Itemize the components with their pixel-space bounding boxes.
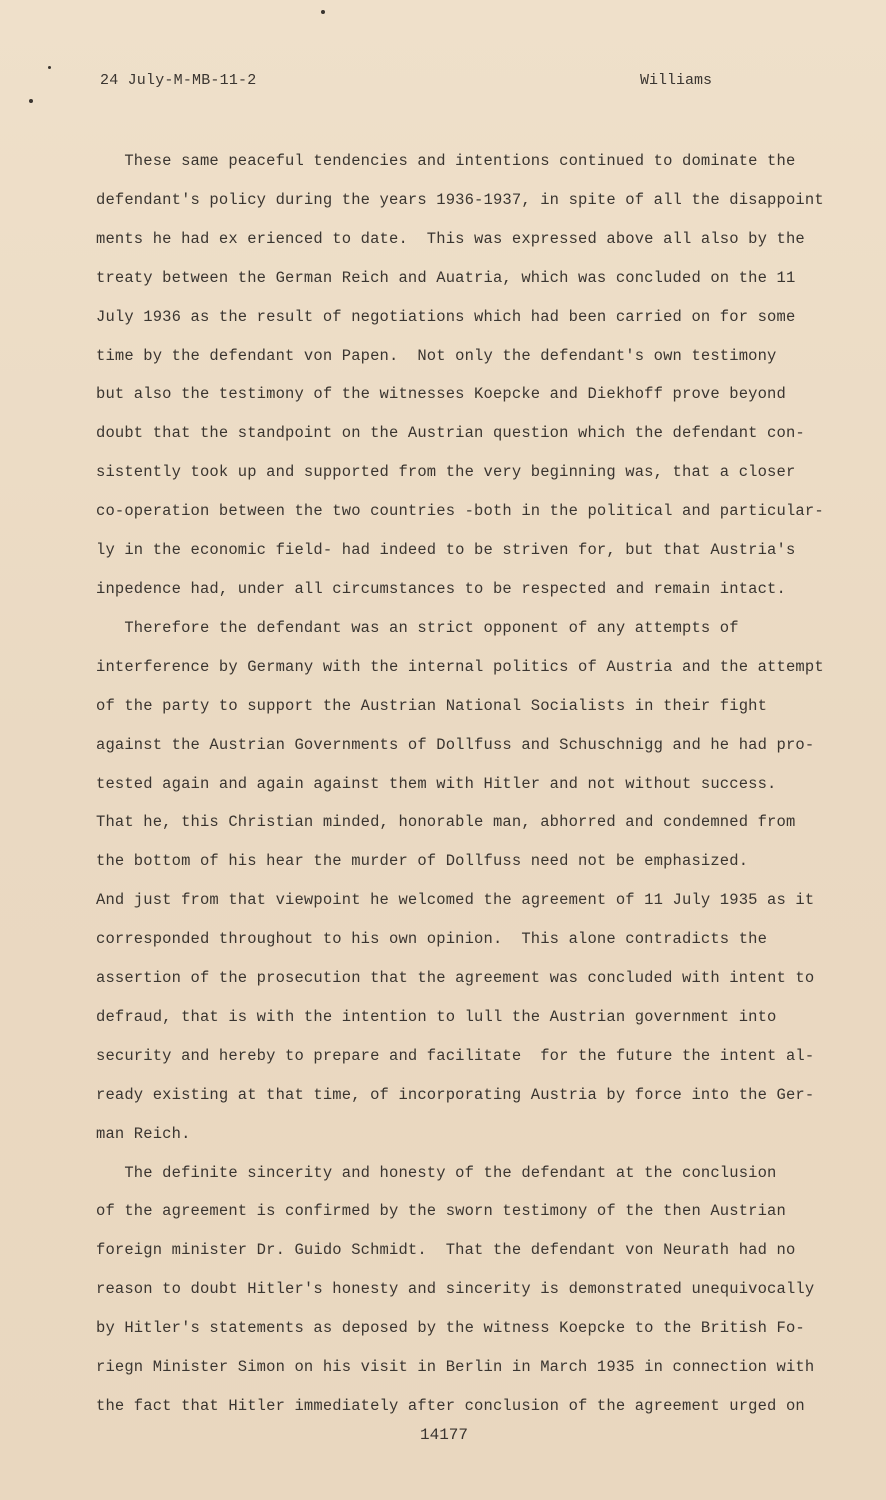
text-line: That he, this Christian minded, honorable man, abhorred and condemned from xyxy=(96,813,796,832)
punch-mark xyxy=(48,66,51,69)
text-line: co-operation between the two countries -both in the political and particular- xyxy=(96,502,824,521)
page-number: 14177 xyxy=(420,1426,469,1444)
text-line: inpedence had, under all circumstances to be respected and remain intact. xyxy=(96,579,786,598)
text-line: tested again and again against them with Hitler and not without success. xyxy=(96,774,777,793)
punch-mark xyxy=(29,99,33,103)
text-line: the bottom of his hear the murder of Dollfuss need not be emphasized. xyxy=(96,852,749,871)
text-line: ly in the economic field- had indeed to be striven for, but that Austria's xyxy=(96,541,796,560)
reporter-name: Williams xyxy=(640,72,713,89)
text-line: the fact that Hitler immediately after conclusion of the agreement urged on xyxy=(96,1397,805,1415)
text-line: security and hereby to prepare and facilitate for the future the intent al- xyxy=(96,1046,815,1065)
text-line: defendant's policy during the years 1936-1937, in spite of all the disappoint xyxy=(96,190,824,209)
text-line: by Hitler's statements as deposed by the witness Koepcke to the British Fo- xyxy=(96,1319,805,1338)
text-line: And just from that viewpoint he welcomed the agreement of 11 July 1935 as it xyxy=(96,891,815,910)
text-line: of the agreement is confirmed by the sworn testimony of the then Austrian xyxy=(96,1202,786,1221)
body-text xyxy=(96,142,848,1426)
text-line: foreign minister Dr. Guido Schmidt. That the defendant von Neurath had no xyxy=(96,1241,796,1260)
text-line: time by the defendant von Papen. Not only the defendant's own testimony xyxy=(96,346,777,365)
text-line: The definite sincerity and honesty of the defendant at the conclusion xyxy=(96,1163,777,1182)
text-line: Therefore the defendant was an strict opponent of any attempts of xyxy=(96,618,739,637)
text-line: defraud, that is with the intention to lull the Austrian government into xyxy=(96,1007,777,1026)
text-line: assertion of the prosecution that the agreement was concluded with intent to xyxy=(96,969,815,988)
text-line: but also the testimony of the witnesses Koepcke and Diekhoff prove beyond xyxy=(96,385,786,404)
text-line: treaty between the German Reich and Auatria, which was concluded on the 11 xyxy=(96,268,796,287)
text-line: riegn Minister Simon on his visit in Berlin in March 1935 in connection with xyxy=(96,1358,815,1377)
text-line: of the party to support the Austrian National Socialists in their fight xyxy=(96,696,768,715)
text-line: July 1936 as the result of negotiations which had been carried on for some xyxy=(96,307,796,326)
text-line: reason to doubt Hitler's honesty and sincerity is demonstrated unequivocally xyxy=(96,1280,815,1299)
text-line: These same peaceful tendencies and intentions continued to dominate the xyxy=(96,152,796,170)
text-line: sistently took up and supported from the very beginning was, that a closer xyxy=(96,463,796,482)
text-line: ments he had ex erienced to date. This was expressed above all also by the xyxy=(96,229,805,248)
text-line: interference by Germany with the internal politics of Austria and the attempt xyxy=(96,657,824,676)
text-line: corresponded throughout to his own opinion. This alone contradicts the xyxy=(96,930,768,949)
text-line: man Reich. xyxy=(96,1124,191,1143)
text-line: doubt that the standpoint on the Austrian question which the defendant con- xyxy=(96,424,805,443)
text-line: ready existing at that time, of incorporating Austria by force into the Ger- xyxy=(96,1085,815,1104)
text-line: against the Austrian Governments of Dollfuss and Schuschnigg and he had pro- xyxy=(96,735,815,754)
document-reference: 24 July-M-MB-11-2 xyxy=(100,72,257,89)
punch-mark xyxy=(321,10,325,14)
